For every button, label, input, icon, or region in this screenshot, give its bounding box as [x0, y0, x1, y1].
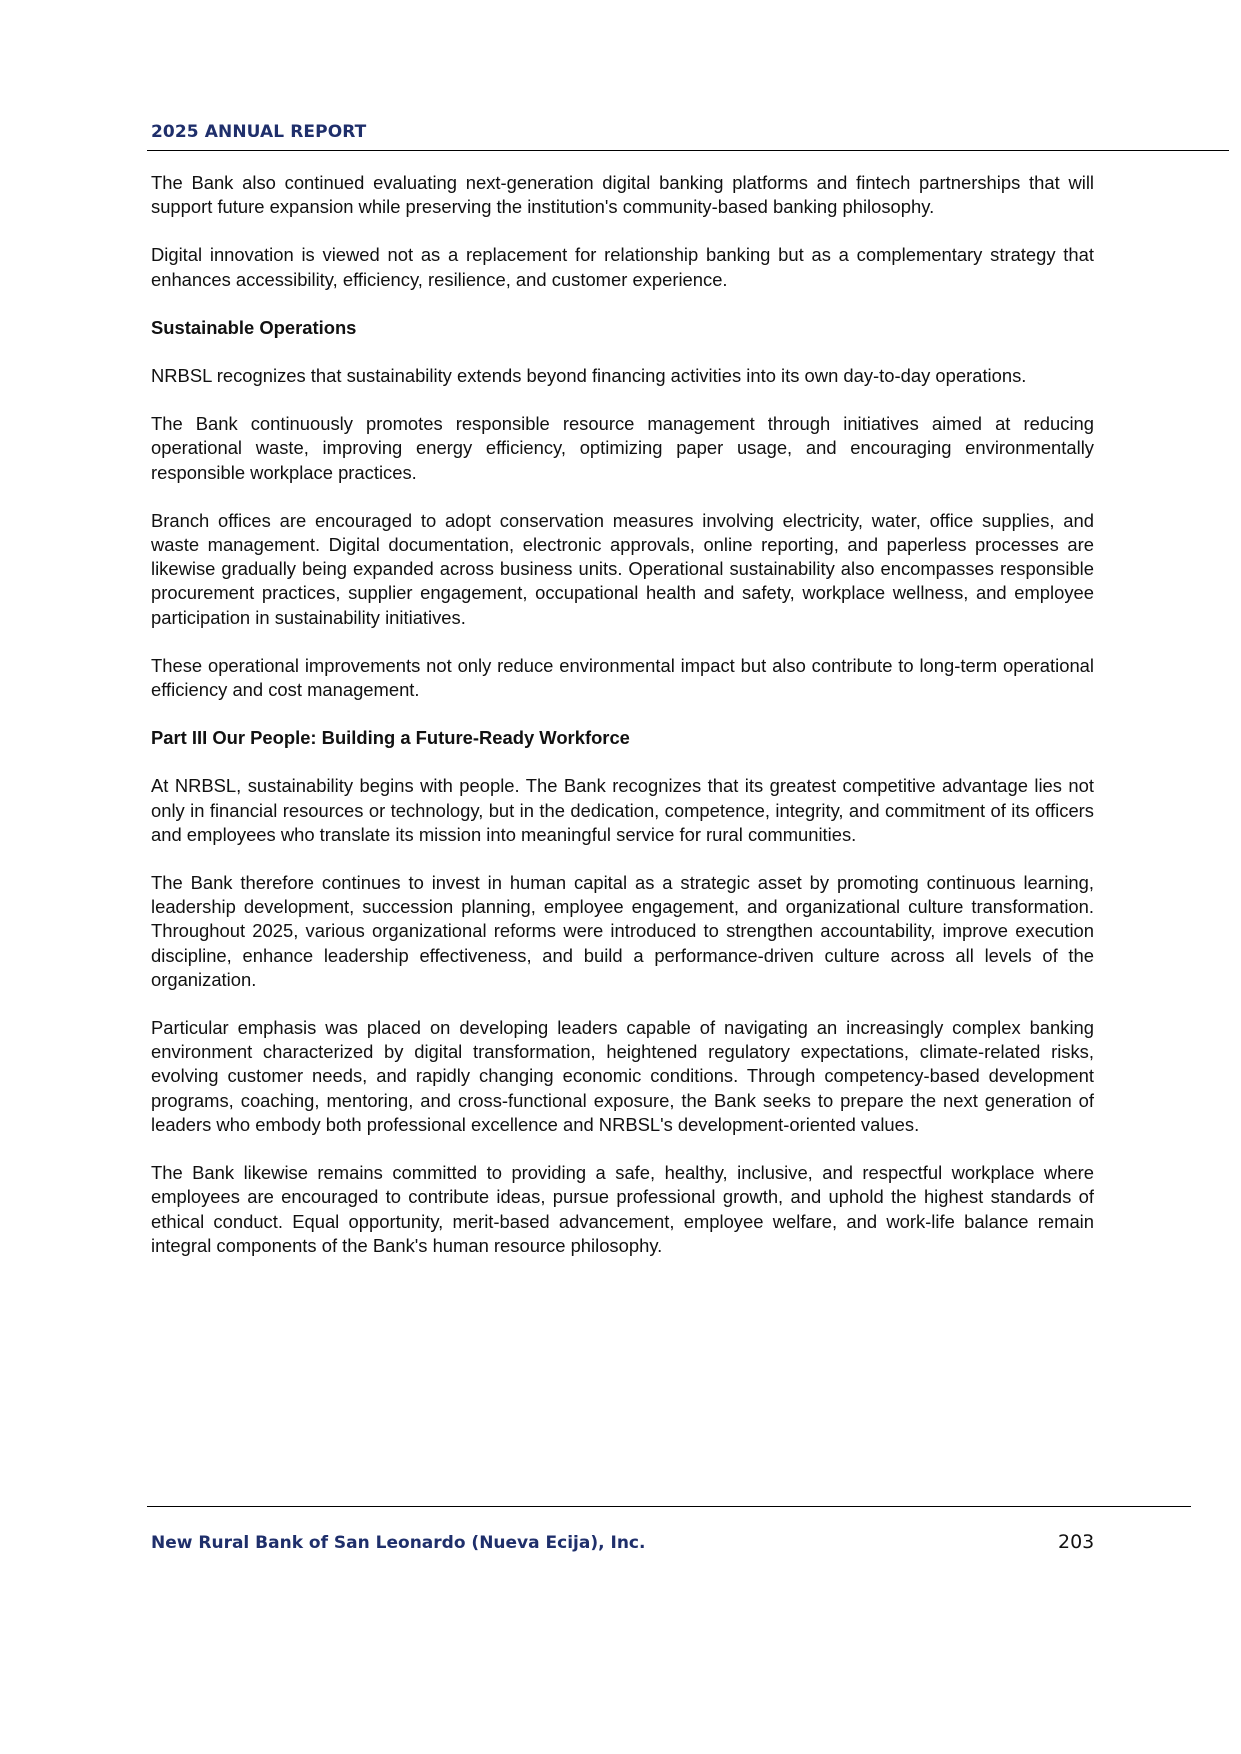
paragraph-digital-innovation: Digital innovation is viewed not as a replacement for relationship banking but as a complementary strategy that enhances accessibility, efficiency, resilience, and customer experience.	[151, 244, 1094, 290]
paragraph-resource-management: The Bank continuously promotes responsible resource management through initiatives aimed at reducing operational waste, improving energy efficiency, optimizing paper usage, and encouraging environmentally responsible workplace practices.	[151, 413, 1094, 483]
paragraph-operational-improvements: These operational improvements not only reduce environmental impact but also contribute to long-term operational efficiency and cost management.	[151, 654, 1094, 701]
paragraph-human-capital: The Bank therefore continues to invest in human capital as a strategic asset by promoting continuous learning, leadership development, succession planning, employee engagement, and organizational culture transformation. Throughout 2025, various organizational reforms were introduced to strengthen accountability, improve execution discipline, enhance leadership effectiveness, and build a performance-driven culture across all levels of the organization.	[151, 872, 1094, 990]
footer-divider	[147, 1506, 1191, 1507]
paragraph-people-sustainability: At NRBSL, sustainability begins with people. The Bank recognizes that its greatest competitive advantage lies not only in financial resources or technology, but in the dedication, competence, integrity, and commitment of its officers and employees who translate its mission into meaningful service for rural communities.	[151, 775, 1094, 845]
footer-bank-name: New Rural Bank of San Leonardo (Nueva Ecija), Inc.	[151, 1533, 646, 1553]
paragraph-leadership-development: Particular emphasis was placed on developing leaders capable of navigating an increasingly complex banking environment characterized by digital transformation, heightened regulatory expectations, climate-related risks, evolving customer needs, and rapidly changing economic conditions. Through competency-based development programs, coaching, mentoring, and cross-functional exposure, the Bank seeks to prepare the next generation of leaders who embody both professional excellence and NRBSL's development-oriented values.	[151, 1017, 1094, 1135]
section-heading-our-people: Part III Our People: Building a Future-Ready Workforce	[151, 727, 630, 749]
page-body	[151, 171, 1094, 1282]
page-number: 203	[1058, 1531, 1095, 1553]
header-divider	[147, 150, 1229, 151]
paragraph-branch-conservation: Branch offices are encouraged to adopt conservation measures involving electricity, water, office supplies, and waste management. Digital documentation, electronic approvals, online reporting, and paperless processes are likewise gradually being expanded across business units. Operational sustainability also encompasses responsible procurement practices, supplier engagement, occupational health and safety, workplace wellness, and employee participation in sustainability initiatives.	[151, 509, 1094, 628]
paragraph-sustainability-scope: NRBSL recognizes that sustainability extends beyond financing activities into its own day-to-day operations.	[151, 365, 1027, 387]
report-header-title: 2025 ANNUAL REPORT	[151, 122, 367, 142]
paragraph-workplace-commitment: The Bank likewise remains committed to providing a safe, healthy, inclusive, and respectful workplace where employees are encouraged to contribute ideas, pursue professional growth, and uphold the highest standards of ethical conduct. Equal opportunity, merit-based advancement, employee welfare, and work-life balance remain integral components of the Bank's human resource philosophy.	[151, 1162, 1094, 1256]
paragraph-digital-platforms: The Bank also continued evaluating next-generation digital banking platforms and fintech partnerships that will support future expansion while preserving the institution's community-based banking philosophy.	[151, 172, 1094, 218]
section-heading-sustainable-operations: Sustainable Operations	[151, 316, 357, 338]
